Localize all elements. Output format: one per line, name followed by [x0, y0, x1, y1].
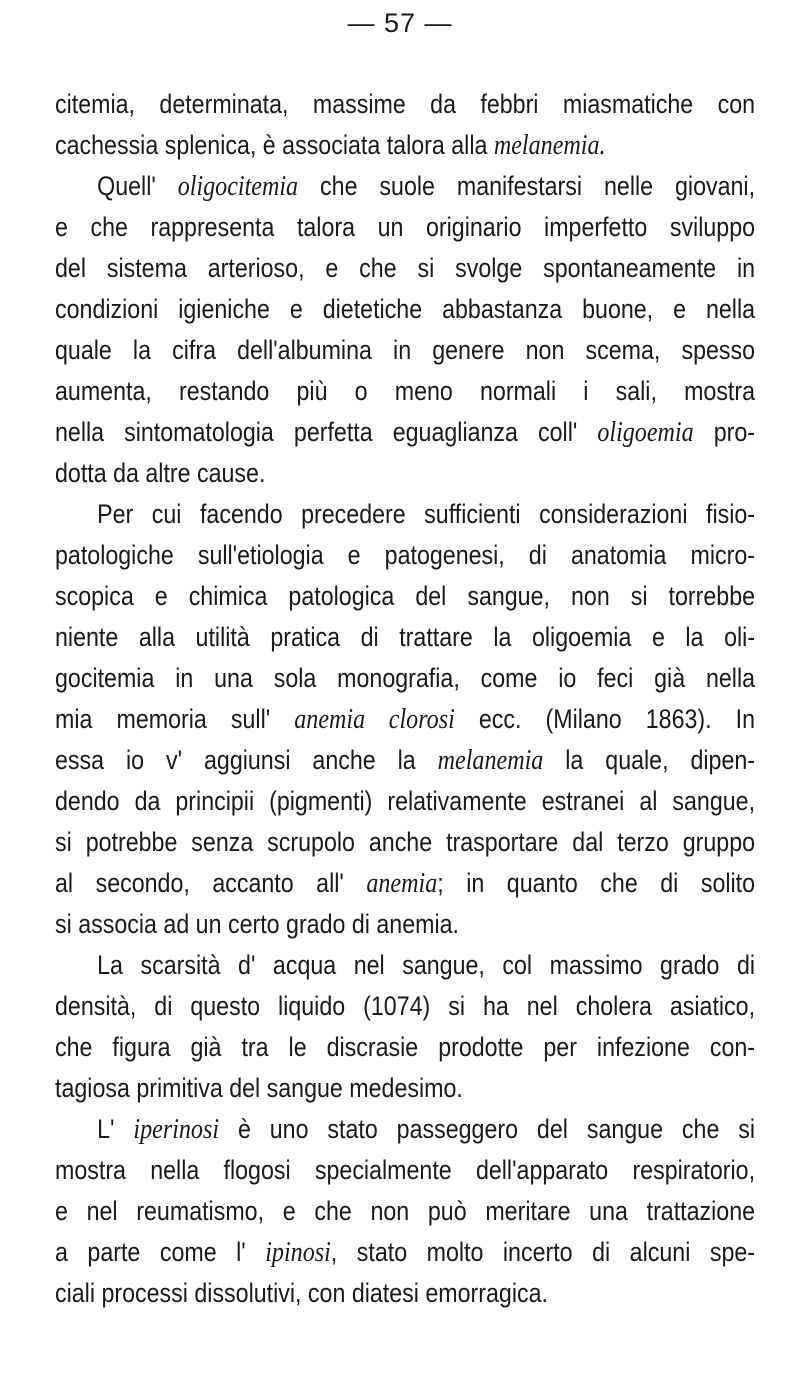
text-line: densità, di questo liquido (1074) si ha nel cholera asiatico,	[55, 991, 756, 1021]
italic-term: ipinosi	[265, 1237, 331, 1268]
text-line	[55, 699, 755, 740]
text-run: a parte come l'	[55, 1237, 266, 1267]
italic-term: melanemia	[437, 745, 544, 776]
text-line: patologiche sull'etiologia e patogenesi, di anatomia micro-	[55, 540, 756, 570]
text-run: L'	[97, 1114, 134, 1144]
text-line: e che rappresenta talora un originario imperfetto sviluppo	[55, 212, 756, 242]
text-run: essa io v' aggiunsi anche la	[55, 745, 438, 775]
text-line: dendo da principii (pigmenti) relativamente estranei al sangue,	[55, 786, 756, 816]
text-line: dotta da altre cause.	[55, 458, 266, 488]
text-line	[55, 412, 755, 453]
text-line	[55, 166, 755, 207]
text-line: La scarsità d' acqua nel sangue, col massimo grado di	[97, 950, 756, 980]
text-run: Quell'	[97, 171, 178, 201]
text-run: , stato molto incerto di alcuni spe-	[330, 1237, 756, 1267]
text-line: ciali processi dissolutivi, con diatesi emorragica.	[55, 1278, 548, 1308]
text-line: gocitemia in una sola monografia, come io feci già nella	[55, 663, 756, 693]
text-run: ; in quanto che di solito	[437, 868, 756, 898]
italic-term: iperinosi	[133, 1114, 220, 1145]
page-number: — 57 —	[347, 8, 453, 38]
text-run: pro-	[693, 417, 756, 447]
text-line: tagiosa primitiva del sangue medesimo.	[55, 1073, 463, 1103]
italic-term: anemia clorosi	[294, 704, 455, 735]
text-line: si potrebbe senza scrupolo anche trasportare dal terzo gruppo	[55, 827, 756, 857]
italic-term: melanemia.	[493, 130, 606, 161]
text-line: quale la cifra dell'albumina in genere non scema, spesso	[55, 335, 756, 365]
text-line	[55, 740, 755, 781]
text-run: che suole manifestarsi nelle giovani,	[298, 171, 756, 201]
italic-term: oligoemia	[597, 417, 694, 448]
italic-term: anemia	[366, 868, 438, 899]
body-text	[55, 84, 755, 1314]
text-run: ecc. (Milano 1863). In	[454, 704, 756, 734]
text-line	[55, 863, 755, 904]
text-run: è uno stato passeggero del sangue che si	[219, 1114, 756, 1144]
text-line: citemia, determinata, massime da febbri miasmatiche con	[55, 89, 756, 119]
text-line: del sistema arterioso, e che si svolge spontaneamente in	[55, 253, 756, 283]
text-line: si associa ad un certo grado di anemia.	[55, 909, 460, 939]
text-line: niente alla utilità pratica di trattare la oligoemia e la oli-	[55, 622, 756, 652]
text-line: che figura già tra le discrasie prodotte per infezione con-	[55, 1032, 756, 1062]
italic-term: oligocitemia	[177, 171, 299, 202]
text-line: scopica e chimica patologica del sangue, non si torrebbe	[55, 581, 756, 611]
text-line	[55, 125, 755, 166]
text-run: nella sintomatologia perfetta eguaglianza coll'	[55, 417, 598, 447]
text-run: al secondo, accanto all'	[55, 868, 367, 898]
text-line: condizioni igieniche e dietetiche abbastanza buone, e nella	[55, 294, 756, 324]
text-run: mia memoria sull'	[55, 704, 295, 734]
text-line: mostra nella flogosi specialmente dell'apparato respiratorio,	[55, 1155, 756, 1185]
text-line	[55, 1232, 755, 1273]
text-line: e nel reumatismo, e che non può meritare una trattazione	[55, 1196, 756, 1226]
text-line: aumenta, restando più o meno normali i sali, mostra	[55, 376, 756, 406]
text-line: Per cui facendo precedere sufficienti considerazioni fisio-	[97, 499, 756, 529]
text-line	[55, 1109, 755, 1150]
text-run: la quale, dipen-	[543, 745, 756, 775]
text-run: cachessia splenica, è associata talora alla	[55, 130, 494, 160]
